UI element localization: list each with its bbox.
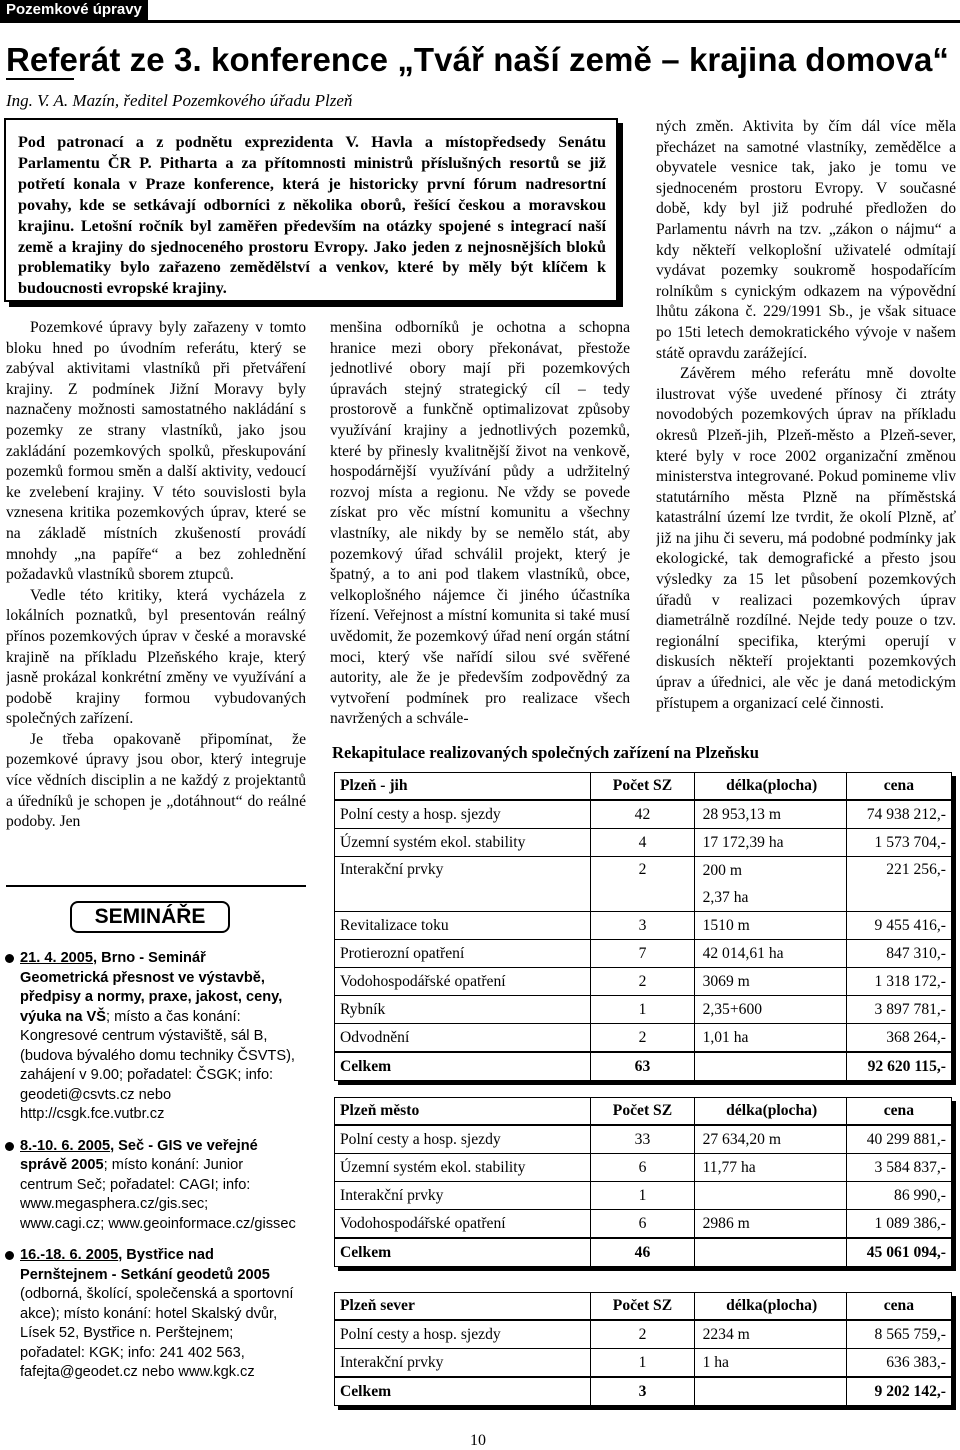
table-cell: 3 — [591, 912, 694, 940]
table-title: Rekapitulace realizovaných společných zařízení na Plzeňsku — [332, 743, 759, 762]
seminar-title: SEMINÁŘE — [70, 901, 230, 933]
table-cell: 17 172,39 ha — [694, 829, 846, 857]
table-cell: Odvodnění — [335, 1024, 591, 1053]
article-author: Ing. V. A. Mazín, ředitel Pozemkového úřadu Plzeň — [6, 91, 353, 110]
event-title: , Bystřice nad Pernštejnem - Setkání geodetů 2005 — [20, 1247, 270, 1283]
bullet-icon — [5, 954, 14, 963]
table-cell: Vodohospodářské opatření — [335, 968, 591, 996]
table-cell: 1 — [591, 1349, 694, 1378]
table-cell: Územní systém ekol. stability — [335, 829, 591, 857]
total-cell: 92 620 115,- — [846, 1052, 951, 1081]
header-cell: cena — [846, 773, 951, 801]
paragraph: ných změn. Aktivita by čím dál více měla přecházet na samotné vlastníky, zemědělce a obyvatele vesnice tak, jako je tomu ve sjednoceném prostoru Evropy. V současné době, kdy byl již podruhé předložen do Parlamentu návrh na tzv. „zákon o nájmu“ a kdy někteří velkoplošní uživatelé odmítají vydávat pozemky soukromě hospodařícím rolníkům s cynickým odkazem na výpovědní lhůtu zákona č. 229/1991 Sb., je však situace po 15ti letech demokratického vývoje v našem státě opravdu zarážející. — [656, 118, 956, 362]
table-row — [335, 912, 952, 940]
seminar-event — [6, 1137, 296, 1235]
table-cell: 2,37 ha — [694, 884, 846, 912]
table-plzen-sever — [334, 1292, 952, 1406]
total-cell: 3 — [591, 1377, 694, 1406]
header-rule — [0, 20, 960, 23]
header-cell: Počet SZ — [591, 773, 694, 801]
table-cell: Revitalizace toku — [335, 912, 591, 940]
table-cell: Interakční prvky — [335, 1182, 591, 1210]
table-total-row — [335, 1238, 952, 1267]
header-cell: cena — [846, 1293, 951, 1321]
event-details: ; místo konání: Junior centrum Seč; pořadatel: CAGI; info: www.megasphera.cz/gis.sec; www.cagi.cz; www.geoinformace.cz/gissec — [20, 1157, 296, 1232]
seminar-events — [6, 949, 296, 1395]
total-cell — [694, 1238, 846, 1267]
abstract-text: Pod patronací a z podnětu exprezidenta V. Havla a místopředsedy Senátu Parlamentu ČR P. Pitharta a za přítomnosti ministrů příslušných resortů se již potřetí konala v Praze konference, která je historicky první fórum nadresortní povahy, kde se setkávají odborníci z několika oborů, řešící českou a moravskou krajinu. Letošní ročník byl zaměřen především na otázky spojené s integrací naší země a krajiny do sjednoceného prostoru Evropy. Jako jeden z nejnosnějších bloků problematiky bylo zařazeno zemědělství a venkov, které by měly být klíčem k budoucnosti evropské krajiny. — [18, 133, 606, 298]
table-cell: 2234 m — [694, 1320, 846, 1349]
table-cell: 2 — [591, 968, 694, 996]
paragraph: Vedle této kritiky, která vycházela z lokálních poznatků, byl presentován reálný přínos pozemkových úprav v české a moravské krajině na příkladu Plzeňského kraje, který jasně prokázal konkrétní změny ve využívání a podobě krajiny formou vybudovaných společných zařízení. — [6, 586, 306, 728]
table-cell: Interakční prvky — [335, 1349, 591, 1378]
table-cell: 1510 m — [694, 912, 846, 940]
table-cell: 27 634,20 m — [694, 1125, 846, 1154]
table-cell: 3 584 837,- — [846, 1154, 951, 1182]
title-underline — [6, 78, 74, 80]
table-cell: 6 — [591, 1154, 694, 1182]
table-row — [335, 1125, 952, 1154]
seminar-box — [6, 885, 306, 1380]
event-title: , Brno - Seminář Geometrická přesnost ve výstavbě, předpisy a normy, praxe, jakost, ceny, výuka na VŠ — [20, 950, 283, 1025]
table-cell: 8 565 759,- — [846, 1320, 951, 1349]
paragraph: Je třeba opakovaně připomínat, že pozemkové úpravy jsou obor, který integruje více vědních disciplin a ne každý z projektantů a úředníků je schopen je „dotáhnout“ do reálné podoby. Jen — [6, 730, 306, 831]
table-row — [335, 1349, 952, 1378]
table-cell: 221 256,- — [846, 857, 951, 912]
table-cell: 1 318 172,- — [846, 968, 951, 996]
header-cell: délka(plocha) — [694, 1098, 846, 1126]
table-cell: 28 953,13 m — [694, 800, 846, 829]
bullet-icon — [5, 1142, 14, 1151]
event-details: ; místo a čas konání: Kongresové centrum výstaviště, sál B, (budova bývalého domu techniky ČSVTS), zahájení v 9.00; pořadatel: ČSGK; info: geodeti@csvts.cz nebo http://csgk.fce.vutbr.cz — [20, 1008, 295, 1122]
table-cell: 11,77 ha — [694, 1154, 846, 1182]
table-cell: 6 — [591, 1210, 694, 1239]
total-cell: 46 — [591, 1238, 694, 1267]
table-row — [335, 829, 952, 857]
table-cell: Polní cesty a hosp. sjezdy — [335, 1320, 591, 1349]
table-row — [335, 968, 952, 996]
header-cell: Počet SZ — [591, 1293, 694, 1321]
table-cell: 42 — [591, 800, 694, 829]
total-cell: 63 — [591, 1052, 694, 1081]
table-cell — [694, 1182, 846, 1210]
table-cell: 1 — [591, 1182, 694, 1210]
table-row — [335, 800, 952, 829]
table-row — [335, 1210, 952, 1239]
seminar-event — [6, 1246, 296, 1383]
table-cell: 3 897 781,- — [846, 996, 951, 1024]
header-cell: délka(plocha) — [694, 1293, 846, 1321]
total-cell — [694, 1052, 846, 1081]
section-label: Pozemkové úpravy — [0, 0, 148, 20]
table-cell: 4 — [591, 829, 694, 857]
table-cell: 33 — [591, 1125, 694, 1154]
table-header-row — [335, 1293, 952, 1321]
table-cell: Územní systém ekol. stability — [335, 1154, 591, 1182]
body-column-2 — [330, 318, 630, 738]
table-cell: 1 ha — [694, 1349, 846, 1378]
seminar-event — [6, 949, 296, 1125]
table-cell: Interakční prvky — [335, 857, 591, 912]
table-cell: Vodohospodářské opatření — [335, 1210, 591, 1239]
bullet-icon — [5, 1251, 14, 1260]
table-cell: Polní cesty a hosp. sjezdy — [335, 800, 591, 829]
total-cell — [694, 1377, 846, 1406]
table-cell: 2,35+600 — [694, 996, 846, 1024]
total-cell: 9 202 142,- — [846, 1377, 951, 1406]
paragraph: Závěrem mého referátu mně dovolte ilustrovat výše uvedené přínosy či ztráty novodobých pozemkových úprav na příkladu okresů Plzeň-jih, Plzeň-město a Plzeň-sever, které byly v roce 2002 organizační změnou ministerstva integrované. Pokud pomineme vliv statutárního města Plzně na příměstská katastrální území lze tvrdit, že okolí Plzně, ať již na jihu či severu, má podobné podmínky jak ekologické, tak demografické a přesto jsou výsledky za 15 let působení pozemkových úřadů v realizaci pozemkových úprav diametrálně rozdílné. Nejde tedy pouze o tzv. regionální specifika, kterými operují v diskusích někteří projektanti pozemkových úprav a úřednici, ale věc je daná metodickým přístupem a organizací celé činnosti. — [656, 365, 956, 712]
event-details: (odborná, školící, společenská a sportovní akce); místo konání: hotel Skalský dvůr, Lísek 52, Bystřice n. Perštejnem; pořadatel: KGK; info: 241 402 563, fafejta@geodet.cz nebo www.kgk.cz — [20, 1286, 294, 1380]
table-cell: 2 — [591, 1024, 694, 1053]
table-plzen-jih — [334, 772, 952, 1081]
body-column-3 — [656, 117, 956, 737]
table-cell: 1 089 386,- — [846, 1210, 951, 1239]
table-cell: 1,01 ha — [694, 1024, 846, 1053]
table-row — [335, 857, 952, 885]
header-cell: Plzeň sever — [335, 1293, 591, 1321]
event-title: , Seč - GIS ve veřejné správě 2005 — [20, 1137, 258, 1173]
table-cell: 74 938 212,- — [846, 800, 951, 829]
table-total-row — [335, 1377, 952, 1406]
body-column-1 — [6, 318, 306, 878]
event-date: 16.-18. 6. 2005 — [20, 1247, 119, 1263]
page-number: 10 — [470, 1432, 486, 1449]
table-cell: 9 455 416,- — [846, 912, 951, 940]
table-cell: 368 264,- — [846, 1024, 951, 1053]
table-header-row — [335, 773, 952, 801]
table-row — [335, 940, 952, 968]
table-cell: 2 — [591, 857, 694, 912]
total-cell: Celkem — [335, 1238, 591, 1267]
table-cell: Protierozní opatření — [335, 940, 591, 968]
table-cell: 42 014,61 ha — [694, 940, 846, 968]
abstract-box — [4, 118, 618, 302]
table-cell: Polní cesty a hosp. sjezdy — [335, 1125, 591, 1154]
paragraph: menšina odborníků je ochotna a schopna hranice mezi obory překonávat, přestože jednotlivé obory mají při pozemkových úpravách stejný strategický cíl – tedy prostorově a funkčně optimalizovat způsoby využívání krajiny a jednotlivých pozemků, které by přinesly kvalitnější život na venkově, hospodárnější využívání půdy a udržitelný rozvoj místa a regionu. Ne vždy se povede získat pro věc místní komunitu a všechny vlastníky, ale nikdy by se nemělo stát, aby pozemkový úřad schválil projekt, který je špatný, a to ani pod tlakem vlastníků, obce, velkoplošného nájemce či jiného účastníka řízení. Veřejnost a místní komunita si také musí uvědomit, že pozemkový úřad není orgán státní moci, který vše nařídí silou své svěřené autority, ale že je především zodpovědný za vytvoření podmínek pro realizace všech navržených a schvále- — [330, 319, 630, 728]
table-total-row — [335, 1052, 952, 1081]
header-cell: Plzeň - jih — [335, 773, 591, 801]
total-cell: 45 061 094,- — [846, 1238, 951, 1267]
table-row — [335, 996, 952, 1024]
table-cell: 86 990,- — [846, 1182, 951, 1210]
table-cell: 847 310,- — [846, 940, 951, 968]
table-cell: 40 299 881,- — [846, 1125, 951, 1154]
table-cell: 2 — [591, 1320, 694, 1349]
header-cell: Počet SZ — [591, 1098, 694, 1126]
table-cell: 3069 m — [694, 968, 846, 996]
table-cell: 1 — [591, 996, 694, 1024]
total-cell: Celkem — [335, 1377, 591, 1406]
event-date: 21. 4. 2005 — [20, 950, 94, 966]
total-cell: Celkem — [335, 1052, 591, 1081]
header-cell: cena — [846, 1098, 951, 1126]
table-header-row — [335, 1098, 952, 1126]
table-row — [335, 1024, 952, 1053]
table-plzen-mesto — [334, 1097, 952, 1267]
event-date: 8.-10. 6. 2005 — [20, 1137, 111, 1154]
table-row — [335, 1182, 952, 1210]
table-cell: 636 383,- — [846, 1349, 951, 1378]
table-row — [335, 1154, 952, 1182]
table-cell: 1 573 704,- — [846, 829, 951, 857]
table-cell: 7 — [591, 940, 694, 968]
header-cell: délka(plocha) — [694, 773, 846, 801]
table-row — [335, 1320, 952, 1349]
table-cell: Rybník — [335, 996, 591, 1024]
header-cell: Plzeň město — [335, 1098, 591, 1126]
table-cell: 2986 m — [694, 1210, 846, 1239]
article-title: Referát ze 3. konference „Tvář naší země – krajina domova“ — [6, 41, 950, 78]
paragraph: Pozemkové úpravy byly zařazeny v tomto bloku hned po úvodním referátu, který se zabýval aktivitami vlastníků při přetváření krajiny. Z podmínek Jižní Moravy byly naznačeny možnosti samostatného nakládání s pozemky ze strany vlastníků, jako jsou zakládání pozemkových spolků, přeskupování pozemků formou směn a další aktivity, vedoucí ke zvelebení krajiny. V této souvislosti byla vznesena kritika pozemkových úprav, které se na základě místních zkušeností provádí mnohdy „na papíře“ a bez zohlednění požadavků vlastníků sborem ztupců. — [6, 319, 306, 584]
table-cell: 200 m — [694, 857, 846, 885]
